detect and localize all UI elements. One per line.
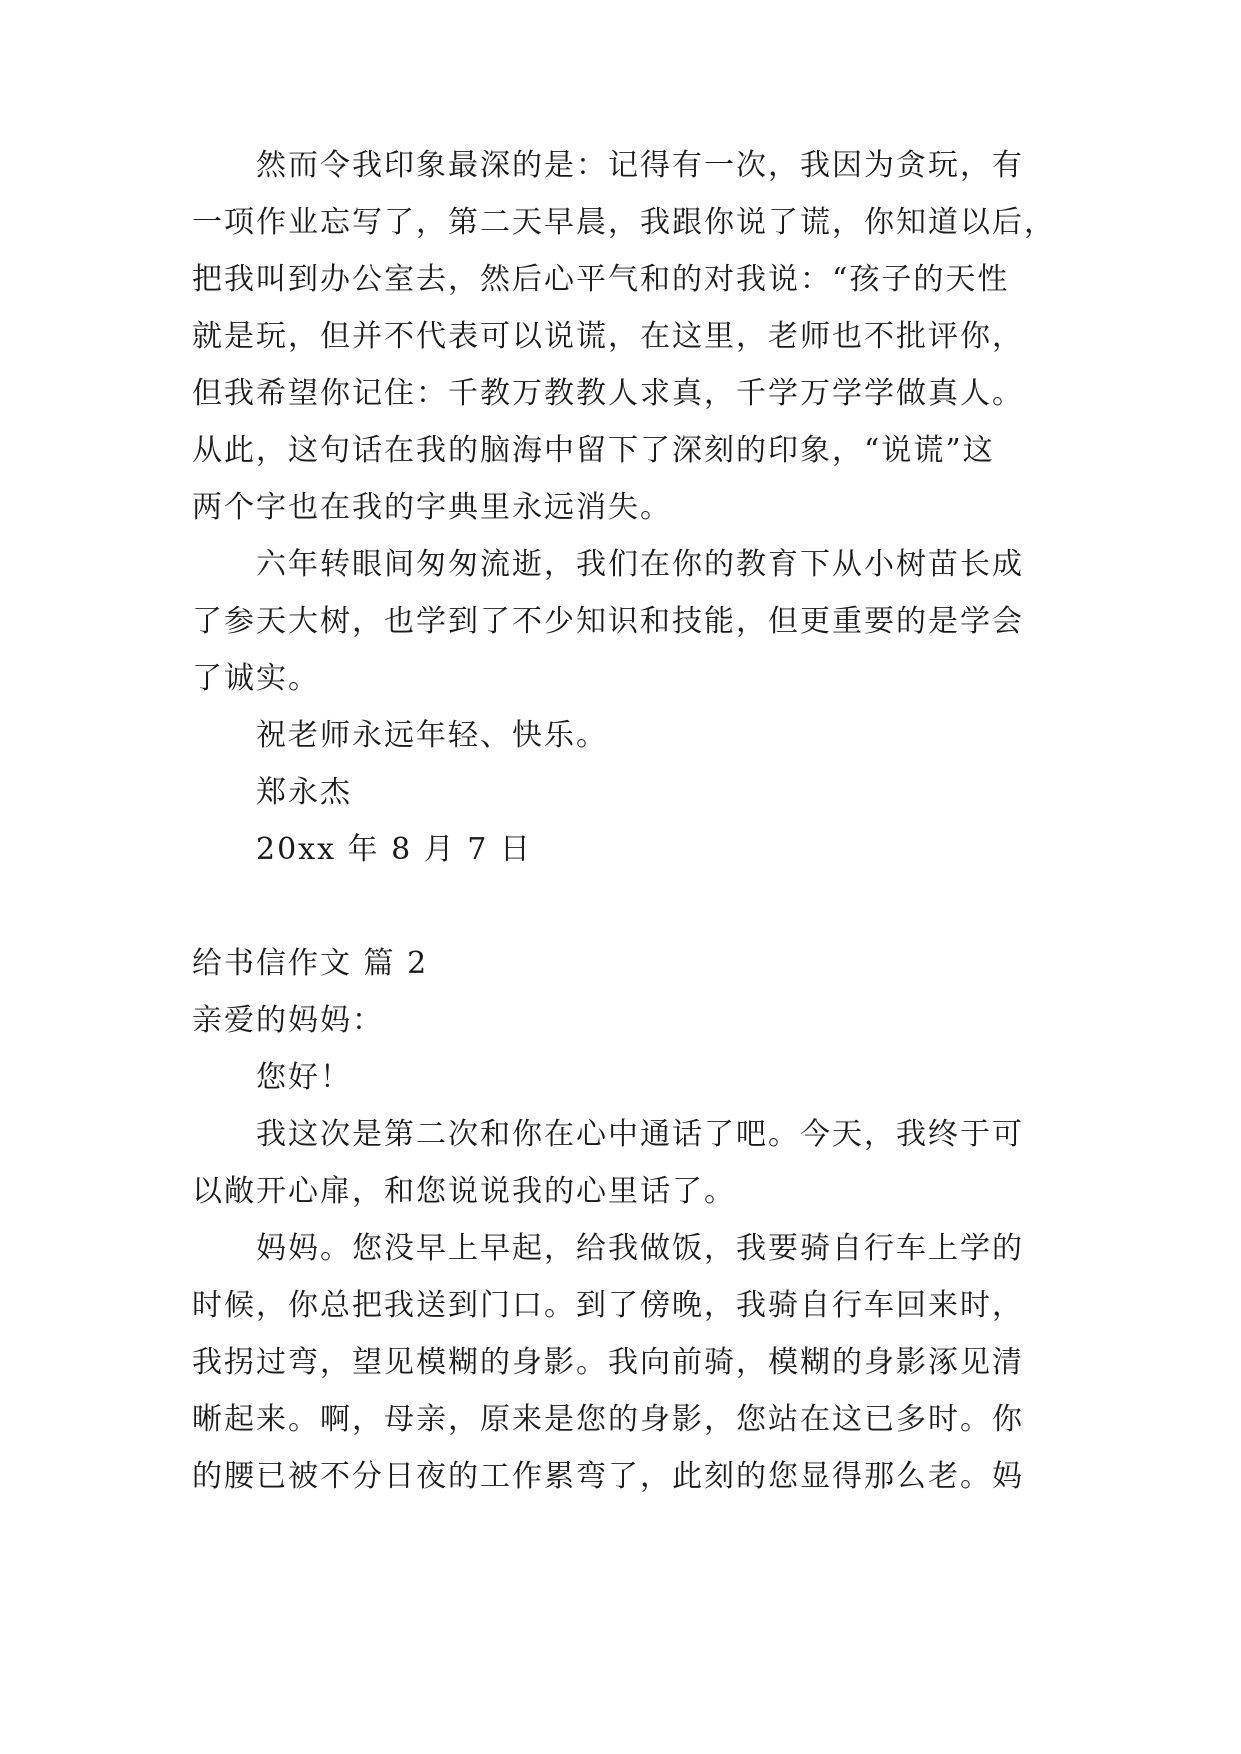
paragraph-line: 但我希望你记住：千教万教教人求真，千学万学学做真人。 — [192, 376, 1024, 411]
greeting: 您好！ — [256, 1060, 352, 1095]
paragraph-line: 然而令我印象最深的是：记得有一次，我因为贪玩，有 — [256, 148, 1024, 183]
paragraph-line: 了参天大树，也学到了不少知识和技能，但更重要的是学会 — [192, 604, 1024, 639]
paragraph-line: 两个字也在我的字典里永远消失。 — [192, 490, 672, 525]
signature: 郑永杰 — [256, 775, 352, 810]
paragraph-line: 了诚实。 — [192, 661, 320, 696]
paragraph-line: 我这次是第二次和你在心中通话了吧。今天，我终于可 — [256, 1117, 1024, 1152]
letter-date: 20xx 年 8 月 7 日 — [256, 832, 532, 867]
paragraph-line: 就是玩，但并不代表可以说谎，在这里，老师也不批评你， — [192, 319, 1024, 354]
paragraph-line: 从此，这句话在我的脑海中留下了深刻的印象，“说谎”这 — [192, 433, 995, 468]
paragraph-line: 以敞开心扉，和您说说我的心里话了。 — [192, 1174, 736, 1209]
paragraph-line: 时候，你总把我送到门口。到了傍晚，我骑自行车回来时， — [192, 1288, 1024, 1323]
salutation: 亲爱的妈妈： — [192, 1003, 384, 1038]
paragraph-line: 妈妈。您没早上早起，给我做饭，我要骑自行车上学的 — [256, 1231, 1024, 1266]
closing-line: 祝老师永远年轻、快乐。 — [256, 718, 608, 753]
paragraph-line: 六年转眼间匆匆流逝，我们在你的教育下从小树苗长成 — [256, 547, 1024, 582]
paragraph-line: 我拐过弯，望见模糊的身影。我向前骑，模糊的身影涿见清 — [192, 1345, 1024, 1380]
paragraph-line: 把我叫到办公室去，然后心平气和的对我说：“孩子的天性 — [192, 262, 1010, 297]
paragraph-line: 一项作业忘写了，第二天早晨，我跟你说了谎，你知道以后， — [192, 205, 1056, 240]
paragraph-line: 晰起来。啊，母亲，原来是您的身影，您站在这已多时。你 — [192, 1402, 1024, 1437]
paragraph-line: 的腰已被不分日夜的工作累弯了，此刻的您显得那么老。妈 — [192, 1459, 1024, 1494]
section-heading: 给书信作文 篇 2 — [192, 946, 429, 981]
